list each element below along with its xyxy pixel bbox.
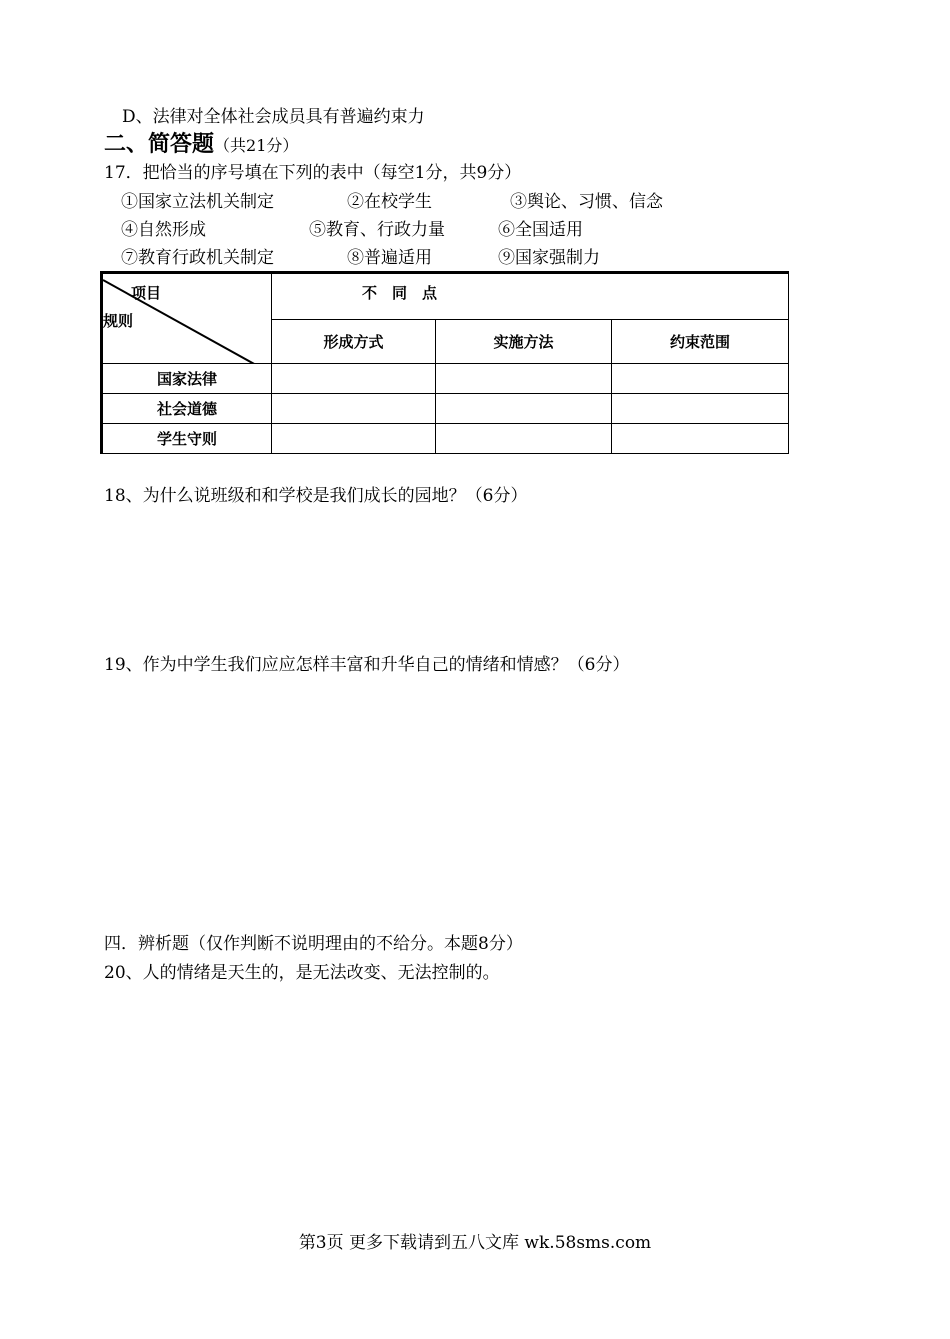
option-9: ⑨国家强制力	[498, 248, 600, 268]
option-7: ⑦教育行政机关制定	[121, 248, 274, 268]
section-4-heading: 四．辨析题（仅作判断不说明理由的不给分。本题8分）	[104, 934, 523, 954]
option-4: ④自然形成	[121, 220, 206, 240]
option-3: ③舆论、习惯、信念	[510, 192, 663, 212]
answer-cell[interactable]	[612, 424, 789, 454]
table-row	[102, 424, 789, 454]
question-19: 19、作为中学生我们应应怎样丰富和升华自己的情绪和情感？（6分）	[104, 655, 630, 675]
corner-label-rule: 规则	[103, 312, 134, 330]
option-5: ⑤教育、行政力量	[309, 220, 445, 240]
option-2: ②在校学生	[347, 192, 432, 212]
answer-cell[interactable]	[436, 424, 612, 454]
answer-cell[interactable]	[436, 364, 612, 394]
row-label-national-law: 国家法律	[102, 364, 272, 394]
table-header-row-1	[102, 273, 789, 320]
question-17: 17．把恰当的序号填在下列的表中（每空1分，共9分）	[104, 163, 522, 183]
section-2-points: （共21分）	[214, 136, 299, 155]
rules-comparison-table	[100, 271, 789, 454]
question-18: 18、为什么说班级和和学校是我们成长的园地？（6分）	[104, 486, 528, 506]
column-header-implementation: 实施方法	[436, 320, 612, 364]
section-2-title: 二、简答题	[104, 132, 215, 157]
column-header-scope: 约束范围	[612, 320, 789, 364]
option-1: ①国家立法机关制定	[121, 192, 274, 212]
row-label-social-morality: 社会道德	[102, 394, 272, 424]
corner-label-item: 项目	[131, 284, 162, 302]
row-label-student-rules: 学生守则	[102, 424, 272, 454]
table-corner-cell	[102, 273, 272, 364]
question-20: 20、人的情绪是天生的，是无法改变、无法控制的。	[104, 963, 500, 983]
answer-cell[interactable]	[612, 394, 789, 424]
answer-cell[interactable]	[272, 394, 436, 424]
column-header-formation: 形成方式	[272, 320, 436, 364]
option-8: ⑧普遍适用	[347, 248, 432, 268]
group-header-differences: 不 同 点	[272, 273, 789, 320]
option-d: D、法律对全体社会成员具有普遍约束力	[122, 107, 425, 127]
table-row	[102, 364, 789, 394]
table-row	[102, 394, 789, 424]
section-2-heading	[104, 134, 298, 157]
page-footer: 第3页 更多下载请到五八文库 wk.58sms.com	[298, 1233, 652, 1253]
answer-cell[interactable]	[436, 394, 612, 424]
answer-cell[interactable]	[612, 364, 789, 394]
answer-cell[interactable]	[272, 364, 436, 394]
option-6: ⑥全国适用	[498, 220, 583, 240]
answer-cell[interactable]	[272, 424, 436, 454]
